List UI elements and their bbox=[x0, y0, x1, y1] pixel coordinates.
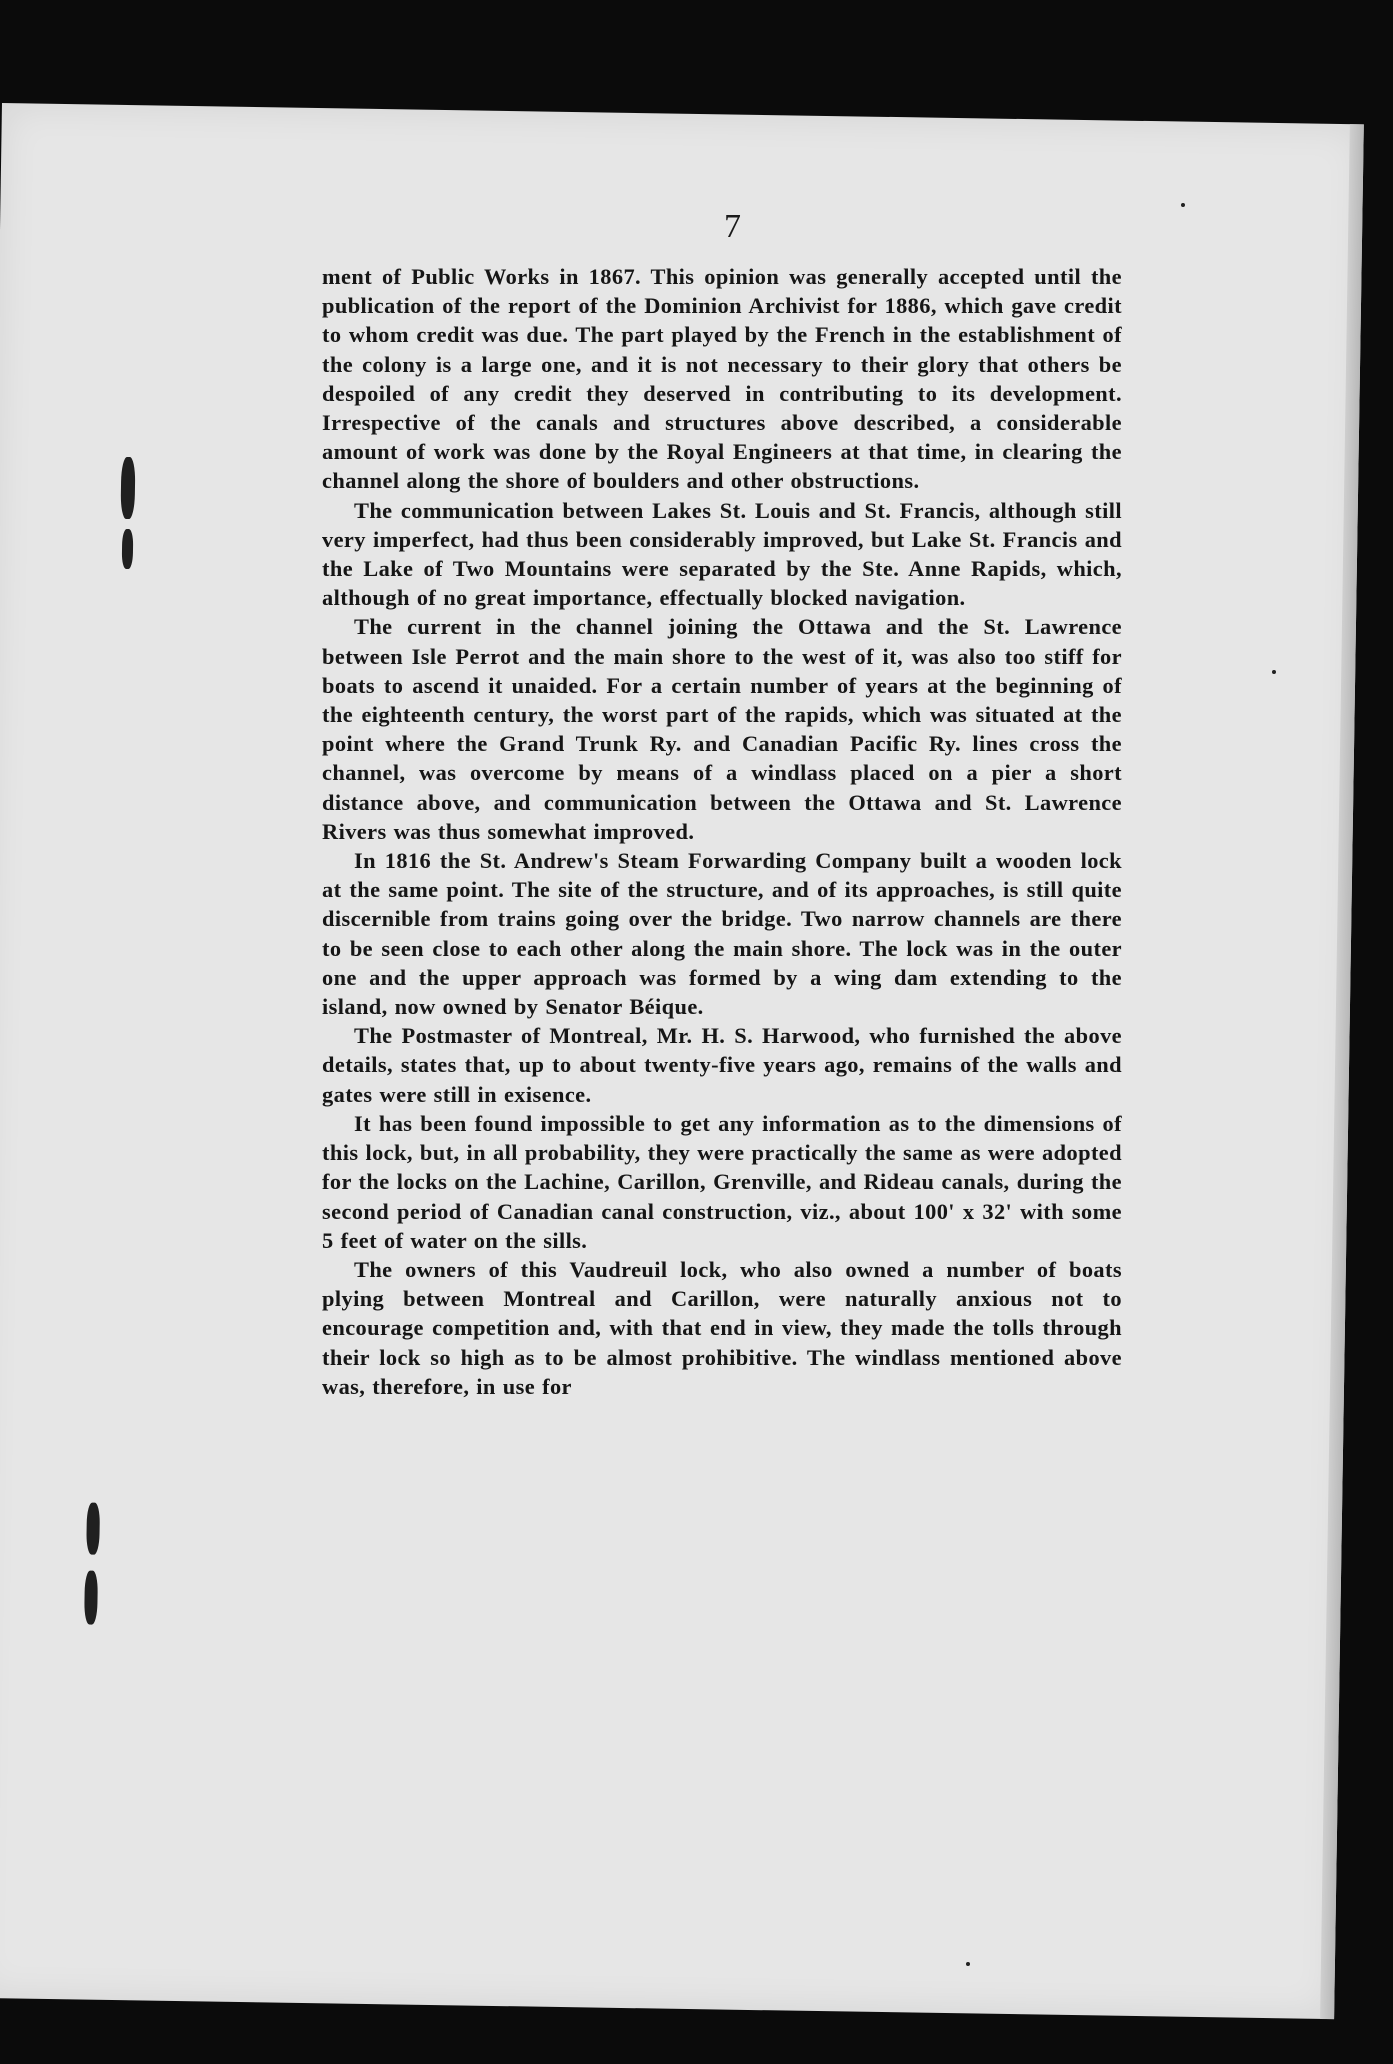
binding-hole-bottom-lower bbox=[84, 1570, 98, 1624]
paragraph-4: In 1816 the St. Andrew's Steam Forwarding Company built a wooden lock at the same point. The site of the structure, and of its approaches, is still quite discernible from trains going over the bridge. Two narrow channels are there to be seen close to each other along the main shore. The lock was in the outer one and the upper approach was formed by a wing dam extending to the island, now owned by Senator Béique. bbox=[322, 848, 1122, 1020]
binding-hole-bottom bbox=[86, 1503, 100, 1555]
page-edge bbox=[1320, 124, 1364, 2019]
paragraph-3: The current in the channel joining the Ottawa and the St. Lawrence between Isle Perrot and the main shore to the west of it, was also too stiff for boats to ascend it unaided. For a certain number of years at the beginning of the eighteenth century, the worst part of the rapids, which was situated at the point where the Grand Trunk Ry. and Canadian Pacific Ry. lines cross the channel, was overcome by means of a windlass placed on a pier a short distance above, and communication between the Ottawa and St. Lawrence Rivers was thus somewhat improved. bbox=[322, 614, 1122, 844]
binding-hole-top bbox=[120, 457, 135, 519]
paragraph-7: The owners of this Vaudreuil lock, who also owned a number of boats plying between Montreal and Carillon, were naturally anxious not to encourage competition and, with that end in view, they made the tolls through their lock so high as to be almost prohibitive. The windlass mentioned above was, therefore, in use for bbox=[322, 1256, 1122, 1399]
paragraph-6: It has been found impossible to get any information as to the dimensions of this lock, but, in all probability, they were practically the same as were adopted for the locks on the Lachine, Carillon, Grenville, and Rideau canals, during the second period of Canadian canal construction, viz., about 100' x 32' with some 5 feet of water on the sills. bbox=[322, 1110, 1122, 1253]
paragraph-2: The communication between Lakes St. Louis and St. Francis, although still very imperfect, had thus been considerably improved, but Lake St. Francis and the Lake of Two Mountains were separated by the Ste. Anne Rapids, which, although of no great importance, effectually blocked navigation. bbox=[322, 497, 1122, 611]
dust-speck bbox=[1181, 203, 1185, 207]
paragraph-1: ment of Public Works in 1867. This opinion was generally accepted until the publication of the report of the Dominion Archivist for 1886, which gave credit to whom credit was due. The part played by the French in the establishment of the colony is a large one, and it is not necessary to their glory that others be despoiled of any credit they deserved in contributing to its development. Irrespective of the canals and structures above described, a considerable amount of work was done by the Royal Engineers at that time, in clearing the channel along the shore of boulders and other obstructions. bbox=[322, 264, 1122, 494]
dust-speck bbox=[1272, 670, 1276, 674]
binding-hole-top-lower bbox=[122, 529, 134, 569]
body-text bbox=[322, 262, 1122, 1401]
dust-speck bbox=[966, 1962, 970, 1966]
page-number: 7 bbox=[724, 208, 741, 245]
paragraph-5: The Postmaster of Montreal, Mr. H. S. Harwood, who furnished the above details, states that, up to about twenty-five years ago, remains of the walls and gates were still in exisence. bbox=[322, 1023, 1122, 1107]
